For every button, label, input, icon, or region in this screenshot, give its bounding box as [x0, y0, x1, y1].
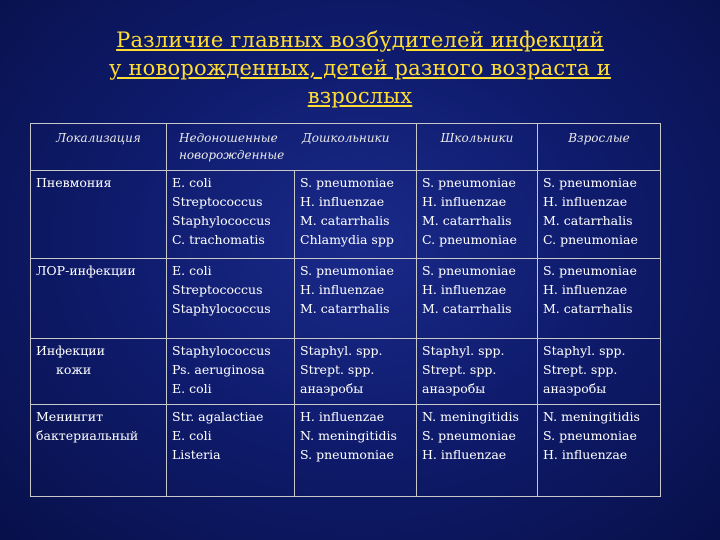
cell-localization	[31, 339, 167, 405]
cell-line: E. coli	[172, 263, 212, 278]
cell-line: кожи	[56, 362, 92, 377]
cell-line: Strept. spp.	[422, 362, 497, 377]
cell-school	[417, 405, 538, 497]
cell-line: Инфекции	[36, 343, 105, 358]
title-line-3: взрослых	[307, 84, 413, 108]
cell-school	[417, 171, 538, 259]
title-line-1: Различие главных возбудителей инфекций	[116, 28, 604, 52]
cell-line: Strept. spp.	[543, 362, 618, 377]
cell-premature	[167, 405, 295, 497]
cell-line: H. influenzae	[422, 282, 507, 297]
cell-localization	[31, 405, 167, 497]
cell-line: Staphyl. spp.	[300, 343, 383, 358]
cell-line: анаэробы	[543, 381, 607, 396]
cell-adults	[538, 405, 661, 497]
cell-line: E. coli	[172, 428, 212, 443]
cell-line: N. meningitidis	[422, 409, 519, 424]
cell-preschool	[295, 259, 417, 339]
cell-line: Staphyl. spp.	[422, 343, 505, 358]
cell-line: Менингит	[36, 409, 103, 424]
cell-line: Staphylococcus	[172, 301, 271, 316]
cell-preschool	[295, 339, 417, 405]
cell-premature	[167, 259, 295, 339]
table-row	[31, 259, 661, 339]
cell-school	[417, 259, 538, 339]
cell-line: H. influenzae	[422, 194, 507, 209]
cell-line: M. catarrhalis	[422, 213, 512, 228]
cell-premature	[167, 171, 295, 259]
cell-line: H. influenzae	[300, 282, 385, 297]
cell-line: S. pneumoniae	[300, 447, 394, 462]
table-row	[31, 339, 661, 405]
cell-preschool	[295, 405, 417, 497]
cell-line: N. meningitidis	[300, 428, 397, 443]
pathogens-table	[30, 123, 661, 497]
header-preschool: Дошкольники	[302, 131, 390, 145]
header-schoolchildren: Школьники	[417, 124, 538, 171]
cell-line: Listeria	[172, 447, 221, 462]
cell-line: Streptococcus	[172, 282, 263, 297]
cell-line: H. influenzae	[300, 194, 385, 209]
cell-line: N. meningitidis	[543, 409, 640, 424]
cell-line: M. catarrhalis	[543, 301, 633, 316]
table-header-row	[31, 124, 661, 171]
cell-localization	[31, 259, 167, 339]
cell-line: M. catarrhalis	[543, 213, 633, 228]
table-row	[31, 405, 661, 497]
cell-line: S. pneumoniae	[422, 263, 516, 278]
cell-line: Str. agalactiae	[172, 409, 264, 424]
cell-adults	[538, 171, 661, 259]
cell-line: E. coli	[172, 175, 212, 190]
cell-line: C. pneumoniae	[422, 232, 517, 247]
cell-line: S. pneumoniae	[300, 175, 394, 190]
cell-preschool	[295, 171, 417, 259]
cell-line: анаэробы	[422, 381, 486, 396]
cell-adults	[538, 259, 661, 339]
cell-line: анаэробы	[300, 381, 364, 396]
cell-line: M. catarrhalis	[300, 301, 390, 316]
cell-line: H. influenzae	[543, 194, 628, 209]
header-age-groups	[167, 124, 417, 171]
cell-line: Ps. aeruginosa	[172, 362, 265, 377]
cell-premature	[167, 339, 295, 405]
slide-title	[60, 26, 660, 110]
cell-line: S. pneumoniae	[422, 175, 516, 190]
cell-line: Пневмония	[36, 175, 112, 190]
cell-line: бактериальный	[36, 428, 139, 443]
cell-localization	[31, 171, 167, 259]
cell-line: H. influenzae	[422, 447, 507, 462]
cell-line: S. pneumoniae	[543, 263, 637, 278]
cell-line: C. trachomatis	[172, 232, 265, 247]
cell-line: C. pneumoniae	[543, 232, 638, 247]
cell-line: S. pneumoniae	[543, 175, 637, 190]
cell-line: H. influenzae	[543, 447, 628, 462]
header-premature-newborn: Недоношенные новорожденные	[179, 131, 285, 162]
cell-adults	[538, 339, 661, 405]
cell-line: S. pneumoniae	[543, 428, 637, 443]
cell-line: M. catarrhalis	[300, 213, 390, 228]
cell-line: Chlamydia spp	[300, 232, 394, 247]
cell-line: M. catarrhalis	[422, 301, 512, 316]
cell-line: Staphylococcus	[172, 343, 271, 358]
cell-line: H. influenzae	[543, 282, 628, 297]
cell-line: Staphyl. spp.	[543, 343, 626, 358]
header-localization: Локализация	[31, 124, 167, 171]
cell-line: S. pneumoniae	[422, 428, 516, 443]
cell-line: Streptococcus	[172, 194, 263, 209]
cell-line: E. coli	[172, 381, 212, 396]
table-body	[31, 171, 661, 497]
table-row	[31, 171, 661, 259]
cell-line: S. pneumoniae	[300, 263, 394, 278]
cell-line: Strept. spp.	[300, 362, 375, 377]
cell-line: ЛОР-инфекции	[36, 263, 136, 278]
header-adults: Взрослые	[538, 124, 661, 171]
cell-line: H. influenzae	[300, 409, 385, 424]
title-line-2: у новорожденных, детей разного возраста и	[109, 56, 611, 80]
cell-school	[417, 339, 538, 405]
cell-line: Staphylococcus	[172, 213, 271, 228]
